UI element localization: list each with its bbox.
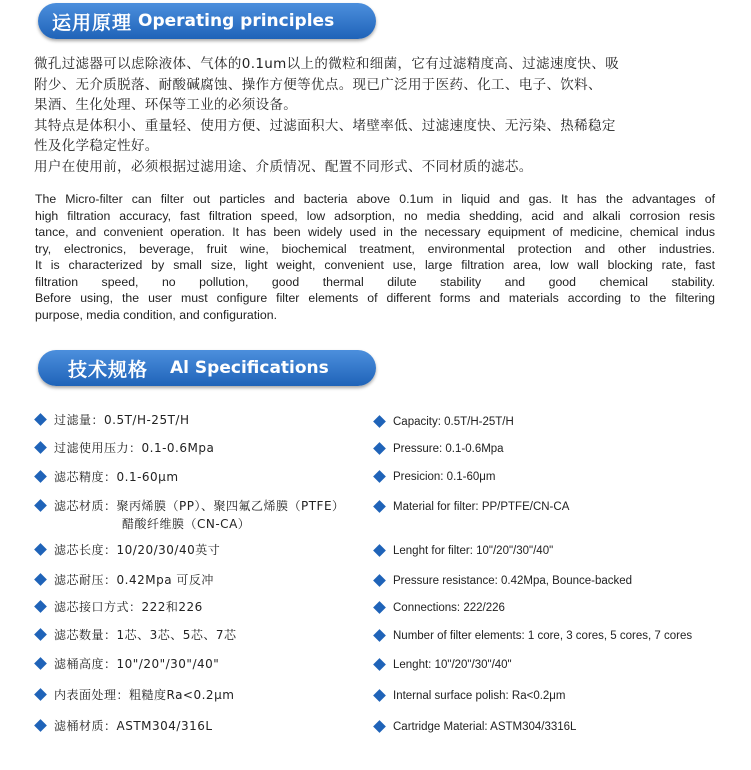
diamond-bullet-icon xyxy=(373,442,386,455)
spec-item-cn: 滤芯长度：10/20/30/40英寸 xyxy=(36,542,220,558)
spec-item-cn: 滤桶材质：ASTM304/316L xyxy=(36,718,213,734)
diamond-bullet-icon xyxy=(373,415,386,428)
section-title-en: Operating principles xyxy=(138,11,335,31)
diamond-bullet-icon xyxy=(373,470,386,483)
spec-item-en: Number of filter elements: 1 core, 3 cores, 5 cores, 7 cores xyxy=(375,628,692,644)
diamond-bullet-icon xyxy=(373,689,386,702)
diamond-bullet-icon xyxy=(34,470,47,483)
spec-item-cn: 滤芯接口方式：222和226 xyxy=(36,599,203,615)
intro-en-line: high filtration accuracy, fast filtration speed, low adsorption, no media shedding, acid and alkali corrosion resis xyxy=(35,208,715,223)
spec-item-cn: 滤桶高度：10"/20"/30"/40" xyxy=(36,656,219,672)
spec-item-en: Cartridge Material: ASTM304/3316L xyxy=(375,719,576,735)
spec-item-en: Lenght for filter: 10"/20"/30"/40" xyxy=(375,543,553,559)
spec-item-en: Lenght: 10"/20"/30"/40" xyxy=(375,657,512,673)
intro-en-line: try, electronics, beverage, fruit wine, biochemical treatment, environmental protection and other industries. xyxy=(35,241,715,256)
spec-item-en: Capacity: 0.5T/H-25T/H xyxy=(375,414,514,430)
intro-en-line: filtration speed, no pollution, good thermal dilute stability and good chemical stability. xyxy=(35,274,715,289)
section-title-cn: 技术规格 xyxy=(68,358,149,381)
diamond-bullet-icon xyxy=(34,573,47,586)
intro-en-line: The Micro-filter can filter out particles and bacteria above 0.1um in liquid and gas. It has the advantages of xyxy=(35,192,715,206)
intro-en-line: tance, and convenient operation. It has been widely used in the necessary equipment of medicine, chemical indus xyxy=(35,225,715,239)
spec-item-en: Pressure resistance: 0.42Mpa, Bounce-backed xyxy=(375,573,632,589)
intro-cn-line: 性及化学稳定性好。 xyxy=(34,138,159,155)
diamond-bullet-icon xyxy=(373,544,386,557)
diamond-bullet-icon xyxy=(34,600,47,613)
diamond-bullet-icon xyxy=(34,413,47,426)
intro-en-line: It is characterized by small size, light weight, convenient use, large filtration area, low wall blocking rate, fast xyxy=(35,258,715,272)
diamond-bullet-icon xyxy=(373,601,386,614)
diamond-bullet-icon xyxy=(34,688,47,701)
spec-item-cn: 过滤使用压力：0.1-0.6Mpa xyxy=(36,440,214,456)
intro-cn-line: 其特点是体积小、重量轻、使用方便、过滤面积大、堵壁率低、过滤速度快、无污染、热稀稳定 xyxy=(34,117,616,134)
spec-item-en: Material for filter: PP/PTFE/CN-CA xyxy=(375,499,569,515)
diamond-bullet-icon xyxy=(373,574,386,587)
spec-item-cn: 滤芯精度：0.1-60μm xyxy=(36,469,179,485)
section-title-en: Al Specifications xyxy=(170,358,329,378)
intro-en-line: Before using, the user must configure filter elements of different forms and materials according to the filtering xyxy=(35,291,715,305)
diamond-bullet-icon xyxy=(373,500,386,513)
spec-item-cn: 滤芯耐压：0.42Mpa 可反冲 xyxy=(36,572,214,588)
intro-chinese xyxy=(34,54,724,178)
spec-item-en: Internal surface polish: Ra<0.2μm xyxy=(375,688,566,704)
diamond-bullet-icon xyxy=(373,629,386,642)
spec-item-cn: 过滤量：0.5T/H-25T/H xyxy=(36,412,189,428)
spec-line: 滤芯材质：聚丙烯膜（PP）、聚四氟乙烯膜（PTFE） xyxy=(54,499,345,513)
section-title-cn: 运用原理 xyxy=(52,11,133,34)
diamond-bullet-icon xyxy=(34,657,47,670)
spec-item-cn: 滤芯数量：1芯、3芯、5芯、7芯 xyxy=(36,627,237,643)
diamond-bullet-icon xyxy=(34,628,47,641)
intro-en-line: purpose, media condition, and configuration. xyxy=(35,307,277,322)
intro-cn-line: 微孔过滤器可以虑除液体、气体的0.1um以上的微粒和细菌，它有过滤精度高、过滤速度快、吸 xyxy=(34,56,620,72)
spec-line: 醋酸纤维膜（CN-CA） xyxy=(122,517,251,531)
spec-item-en: Connections: 222/226 xyxy=(375,600,505,616)
intro-cn-line: 附少、无介质脱落、耐酸碱腐蚀、操作方便等优点。现已广泛用于医药、化工、电子、饮料、 xyxy=(34,76,602,93)
intro-cn-line: 用户在使用前，必须根据过滤用途、介质情况、配置不同形式、不同材质的滤芯。 xyxy=(34,158,533,175)
diamond-bullet-icon xyxy=(373,658,386,671)
spec-item-en: Presicion: 0.1-60μm xyxy=(375,469,496,485)
section-header-specifications xyxy=(38,350,376,386)
intro-cn-line: 果酒、生化处理、环保等工业的必须设备。 xyxy=(34,97,298,114)
diamond-bullet-icon xyxy=(34,441,47,454)
diamond-bullet-icon xyxy=(34,719,47,732)
diamond-bullet-icon xyxy=(34,499,47,512)
spec-item-cn: 内表面处理：粗糙度Ra<0.2μm xyxy=(36,687,234,703)
spec-item-cn xyxy=(36,498,345,532)
diamond-bullet-icon xyxy=(373,720,386,733)
intro-english xyxy=(35,191,715,323)
section-header-operating-principles xyxy=(38,3,376,39)
spec-item-en: Pressure: 0.1-0.6Mpa xyxy=(375,441,504,457)
diamond-bullet-icon xyxy=(34,543,47,556)
